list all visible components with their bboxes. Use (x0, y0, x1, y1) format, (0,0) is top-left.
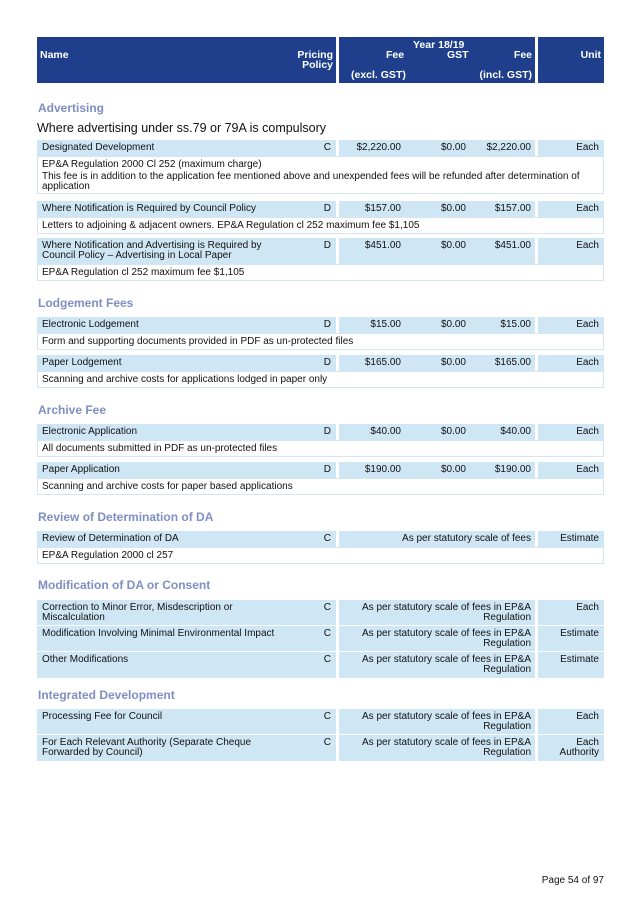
statutory-fee-note: As per statutory scale of fees (402, 533, 531, 544)
unit: Each (576, 319, 599, 330)
fee-values-cell (339, 652, 535, 678)
section-title-review: Review of Determination of DA (38, 510, 214, 524)
fee-name-line2: Council Policy – Advertising in Local Paper (42, 250, 232, 261)
fee-values-cell (339, 424, 535, 440)
statutory-fee-note: As per statutory scale of fees in EP&A (362, 628, 531, 639)
header-name: Name (40, 49, 69, 61)
statutory-fee-note-line2: Regulation (483, 664, 531, 675)
unit: Each (576, 426, 599, 437)
fee-values-cell (339, 201, 535, 217)
unit-cell (538, 531, 604, 547)
section-title-lodgement: Lodgement Fees (38, 296, 134, 310)
fee-name-line2: Miscalculation (42, 612, 105, 623)
statutory-fee-note-line2: Regulation (483, 721, 531, 732)
unit: Each (576, 602, 599, 613)
fee-description (37, 478, 604, 495)
fee-excl-gst: $190.00 (364, 464, 401, 475)
fee-excl-gst: $165.00 (364, 357, 401, 368)
fee-gst: $0.00 (440, 142, 466, 153)
fee-excl-gst: $15.00 (370, 319, 401, 330)
fee-name: Electronic Lodgement (42, 319, 139, 330)
pricing-policy: D (323, 319, 331, 330)
unit-cell (538, 462, 604, 478)
fee-gst: $0.00 (440, 426, 466, 437)
fee-name: Correction to Minor Error, Misdescription or (42, 602, 233, 613)
fee-name: Electronic Application (42, 426, 138, 437)
pricing-policy: C (323, 654, 331, 665)
fee-incl-gst: $15.00 (500, 319, 531, 330)
unit: Each (576, 737, 599, 748)
fee-incl-gst: $40.00 (500, 426, 531, 437)
fee-gst: $0.00 (440, 319, 466, 330)
fee-name-cell (37, 652, 336, 678)
fee-name-cell (37, 317, 336, 333)
fee-name: Review of Determination of DA (42, 533, 179, 544)
section-title-advertising: Advertising (38, 101, 105, 115)
unit-cell (538, 355, 604, 371)
pricing-policy: D (323, 426, 331, 437)
pricing-policy: C (323, 602, 331, 613)
header-excl-gst: (excl. GST) (351, 69, 406, 81)
fee-values-cell (339, 626, 535, 651)
fee-incl-gst: $157.00 (494, 203, 531, 214)
fee-values-cell (339, 140, 535, 156)
fee-name-cell (37, 201, 336, 217)
fee-name: Modification Involving Minimal Environmental Impact (42, 628, 275, 639)
statutory-fee-note: As per statutory scale of fees in EP&A (362, 654, 531, 665)
description-line: EP&A Regulation cl 252 maximum fee $1,105 (42, 267, 245, 278)
fee-name: Processing Fee for Council (42, 711, 163, 722)
fee-name: Where Notification is Required by Council Policy (42, 203, 256, 214)
pricing-policy: C (323, 711, 331, 722)
fee-description (37, 156, 604, 194)
header-fee: Fee (386, 49, 405, 61)
unit-line2: Authority (559, 747, 599, 758)
header-gst: GST (447, 49, 469, 61)
header-policy: Policy (302, 59, 333, 71)
fee-values-cell (339, 600, 535, 625)
fee-excl-gst: $451.00 (364, 240, 401, 251)
unit: Estimate (560, 628, 599, 639)
description-line: This fee is in addition to the application fee mentioned above and unexpended fees will be refunded after determination of (42, 171, 580, 182)
fee-incl-gst: $190.00 (494, 464, 531, 475)
fee-name-cell (37, 355, 336, 371)
fee-name: Other Modifications (42, 654, 129, 665)
fee-description (37, 217, 604, 234)
description-line: Scanning and archive costs for paper based applications (42, 481, 293, 492)
fee-description (37, 333, 604, 350)
unit-cell (538, 201, 604, 217)
description-line: EP&A Regulation 2000 cl 257 (42, 550, 174, 561)
fee-description (37, 440, 604, 457)
unit-cell (538, 424, 604, 440)
unit: Each (576, 711, 599, 722)
statutory-fee-note-line2: Regulation (483, 612, 531, 623)
table-header-unit-block (538, 37, 604, 83)
advertising-subtitle: Where advertising under ss.79 or 79A is compulsory (37, 121, 327, 135)
fee-values-cell (339, 355, 535, 371)
fee-excl-gst: $40.00 (370, 426, 401, 437)
fee-incl-gst: $165.00 (494, 357, 531, 368)
statutory-fee-note: As per statutory scale of fees in EP&A (362, 602, 531, 613)
description-line: EP&A Regulation 2000 Cl 252 (maximum charge) (42, 159, 262, 170)
unit-cell (538, 600, 604, 625)
description-line: application (42, 181, 90, 192)
header-fee-incl: Fee (513, 49, 532, 61)
unit: Estimate (560, 654, 599, 665)
fee-name-line2: Forwarded by Council) (42, 747, 143, 758)
pricing-policy: D (323, 464, 331, 475)
unit-cell (538, 238, 604, 264)
fee-gst: $0.00 (440, 464, 466, 475)
fee-values-cell (339, 238, 535, 264)
fee-name-cell (37, 238, 336, 264)
unit-cell (538, 709, 604, 734)
fee-name: Paper Lodgement (42, 357, 122, 368)
fee-description (37, 264, 604, 281)
statutory-fee-note: As per statutory scale of fees in EP&A (362, 711, 531, 722)
section-title-modification: Modification of DA or Consent (38, 578, 211, 592)
fee-values-cell (339, 709, 535, 734)
fee-name-cell (37, 600, 336, 625)
fee-values-cell (339, 462, 535, 478)
fee-name: Where Notification and Advertising is Required by (42, 240, 262, 251)
fee-gst: $0.00 (440, 240, 466, 251)
unit: Each (576, 203, 599, 214)
pricing-policy: D (323, 240, 331, 251)
fee-name-cell (37, 626, 336, 651)
fee-name-cell (37, 140, 336, 156)
page-number: Page 54 of 97 (541, 875, 604, 886)
description-line: Form and supporting documents provided in PDF as un-protected files (42, 336, 354, 347)
pricing-policy: C (323, 737, 331, 748)
fee-name-cell (37, 531, 336, 547)
pricing-policy: D (323, 357, 331, 368)
fee-excl-gst: $157.00 (364, 203, 401, 214)
fee-values-cell (339, 531, 535, 547)
statutory-fee-note-line2: Regulation (483, 638, 531, 649)
statutory-fee-note: As per statutory scale of fees in EP&A (362, 737, 531, 748)
fee-name: For Each Relevant Authority (Separate Cheque (42, 737, 252, 748)
fee-description (37, 371, 604, 388)
unit-cell (538, 626, 604, 651)
unit-cell (538, 735, 604, 761)
section-title-archive: Archive Fee (38, 403, 107, 417)
fee-incl-gst: $451.00 (494, 240, 531, 251)
unit-cell (538, 317, 604, 333)
section-title-integrated: Integrated Development (38, 688, 175, 702)
unit: Each (576, 464, 599, 475)
unit: Each (576, 240, 599, 251)
fee-description (37, 547, 604, 564)
fee-values-cell (339, 735, 535, 761)
description-line: Letters to adjoining & adjacent owners. EP&A Regulation cl 252 maximum fee $1,105 (42, 220, 420, 231)
header-unit: Unit (580, 49, 601, 61)
table-header-year-block (339, 37, 535, 83)
unit: Estimate (560, 533, 599, 544)
unit: Each (576, 142, 599, 153)
description-line: All documents submitted in PDF as un-protected files (42, 443, 278, 454)
table-header-name-block (37, 37, 336, 83)
fee-gst: $0.00 (440, 357, 466, 368)
description-line: Scanning and archive costs for applications lodged in paper only (42, 374, 328, 385)
fee-name-cell (37, 424, 336, 440)
unit: Each (576, 357, 599, 368)
fee-name-cell (37, 462, 336, 478)
header-year: Year 18/19 (413, 39, 465, 51)
fee-excl-gst: $2,220.00 (356, 142, 401, 153)
fee-incl-gst: $2,220.00 (486, 142, 531, 153)
header-pricing: Pricing (297, 49, 333, 61)
fee-values-cell (339, 317, 535, 333)
unit-cell (538, 652, 604, 678)
fee-name: Designated Development (42, 142, 155, 153)
statutory-fee-note-line2: Regulation (483, 747, 531, 758)
header-incl-gst: (incl. GST) (479, 69, 532, 81)
fee-name-cell (37, 709, 336, 734)
pricing-policy: C (323, 142, 331, 153)
unit-cell (538, 140, 604, 156)
pricing-policy: C (323, 628, 331, 639)
fee-name: Paper Application (42, 464, 120, 475)
fee-name-cell (37, 735, 336, 761)
fee-gst: $0.00 (440, 203, 466, 214)
pricing-policy: C (323, 533, 331, 544)
pricing-policy: D (323, 203, 331, 214)
